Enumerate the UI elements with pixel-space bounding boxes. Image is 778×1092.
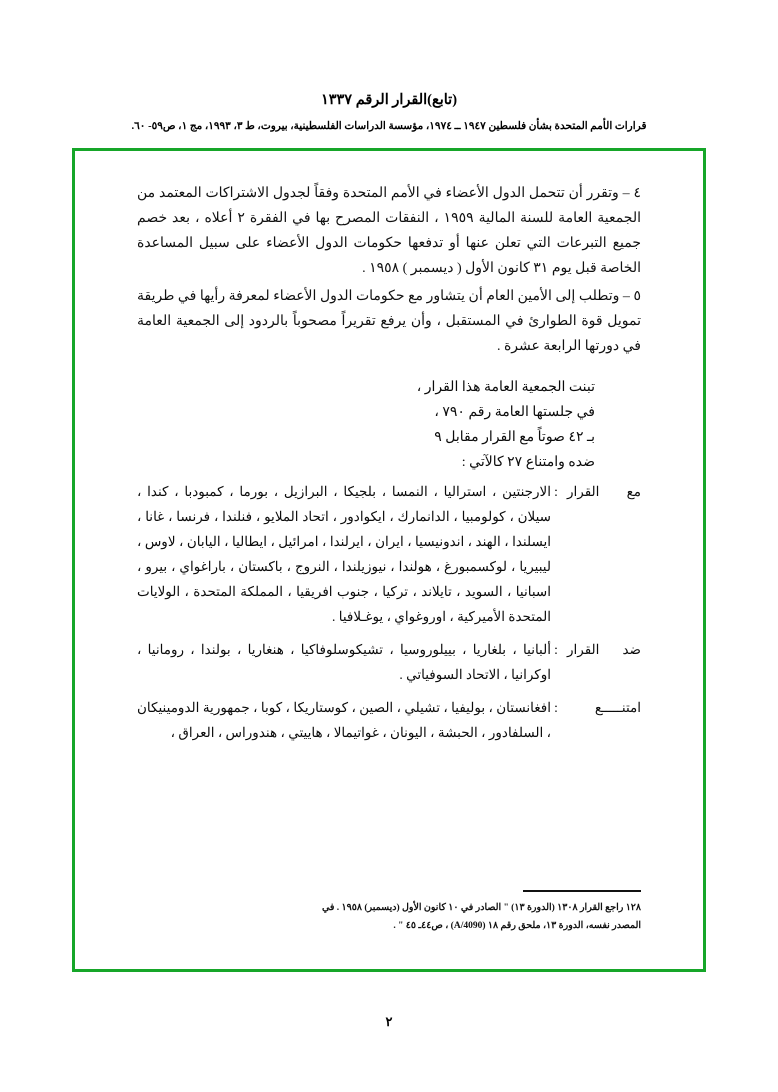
- tally-colon-abstained: :: [554, 700, 558, 715]
- vote-line-3: بـ ٤٢ صوتاً مع القرار مقابل ٩: [434, 430, 595, 445]
- vote-line-2: في جلستها العامة رقم ٧٩٠ ،: [434, 405, 595, 420]
- tally-row-for: [137, 479, 641, 629]
- tally-label-against: ضد القرار: [567, 642, 641, 657]
- vote-summary: [137, 375, 641, 475]
- paragraph-4: [137, 181, 641, 281]
- page-number: ٢: [385, 1014, 393, 1029]
- paragraph-5: [137, 284, 641, 359]
- vote-tally: [137, 479, 641, 745]
- tally-row-abstained: [137, 695, 641, 745]
- footnote-block: [137, 890, 641, 935]
- paragraph-4-text: ٤ – وتقرر أن تتحمل الدول الأعضاء في الأمم المتحدة وفقاً لجدول الاشتراكات المعتمد من الجمعية العامة للسنة المالية ١٩٥٩ ، النفقات المصرح بها في الفقرة ٢ أعلاه ، بعد خصم جميع التبرعات التي تعلن عنها أو تدفعها حكومات الدول الأعضاء على سبيل المساعدة الخاصة قبل يوم ٣١ كانون الأول ( ديسمبر ) ١٩٥٨ .: [137, 186, 641, 276]
- tally-label-for: مع القرار: [567, 484, 641, 499]
- tally-row-against: [137, 637, 641, 687]
- source-citation: قرارات الأمم المتحدة بشأن فلسطين ١٩٤٧ ــ ١٩٧٤، مؤسسة الدراسات الفلسطينية، بيروت، ط ٣، ١٩٩٣، مج ١، ص٥٩- ٦٠.: [131, 121, 647, 132]
- tally-names-for: الارجنتين ، استراليا ، النمسا ، بلجيكا ، البرازيل ، بورما ، كمبودبا ، كندا ، سيلان ، كولومبيا ، الدانمارك ، ايكوادور ، اتحاد الملايو ، فنلندا ، فرنسا ، غانا ، ايسلندا ، الهند ، اندونيسيا ، ايران ، ايرلندا ، امرائيل ، ايطاليا ، اليابان ، لاوس ، ليبيريا ، لوكسمبورغ ، هولندا ، نيوزيلندا ، النروج ، باكستان ، باراغواي ، بيرو ، اسبانيا ، السويد ، تايلاند ، تركيا ، جنوب افريقيا ، المملكة المتحدة ، الولايات المتحدة الأميركية ، اوروغواي ، يوغـلافيا .: [137, 484, 551, 624]
- tally-names-abstained: افغانستان ، بوليفيا ، تشيلي ، الصين ، كوستاريكا ، كوبا ، جمهورية الدومينيكان ، السلفادور ، الحبشة ، اليونان ، غواتيمالا ، هاييتي ، هندوراس ، العراق ،: [137, 700, 551, 740]
- footnote-line-1: ١٢٨ راجع القرار ١٣٠٨ (الدورة ١٣) " الصادر في ١٠ كانون الأول (ديسمبر) ١٩٥٨ . في: [321, 903, 641, 913]
- tally-colon-for: :: [554, 484, 558, 499]
- content-body: [75, 151, 703, 969]
- tally-label-abstained: امتنـــــع: [594, 700, 641, 715]
- footnote-separator: [523, 890, 641, 892]
- paragraph-5-text: ٥ – وتطلب إلى الأمين العام أن يتشاور مع حكومات الدول الأعضاء لمعرفة رأيها في طريقة تمويل قوة الطوارئ في المستقبل ، وأن يرفع تقريراً مصحوباً بالردود إلى الجمعية العامة في دورتها الرابعة عشرة .: [137, 289, 641, 354]
- tally-colon-against: :: [554, 642, 558, 657]
- footnote-line-2: المصدر نفسه، الدورة ١٣، ملحق رقم ١٨ (A/4090) ، ص٤٤ـ ٤٥ " .: [393, 921, 641, 931]
- tally-names-against: ألبانيا ، بلغاريا ، بييلوروسيا ، تشيكوسلوفاكيا ، هنغاريا ، بولندا ، رومانيا ، اوكرانيا ، الاتحاد السوفياتي .: [137, 642, 551, 682]
- page-header: [0, 92, 778, 132]
- vote-line-4: ضده وامتناع ٢٧ كالآتي :: [461, 455, 595, 470]
- vote-line-1: تبنت الجمعية العامة هذا القرار ،: [416, 380, 595, 395]
- page-title: (تابع)القرار الرقم ١٣٣٧: [320, 92, 458, 108]
- content-frame: [72, 148, 706, 972]
